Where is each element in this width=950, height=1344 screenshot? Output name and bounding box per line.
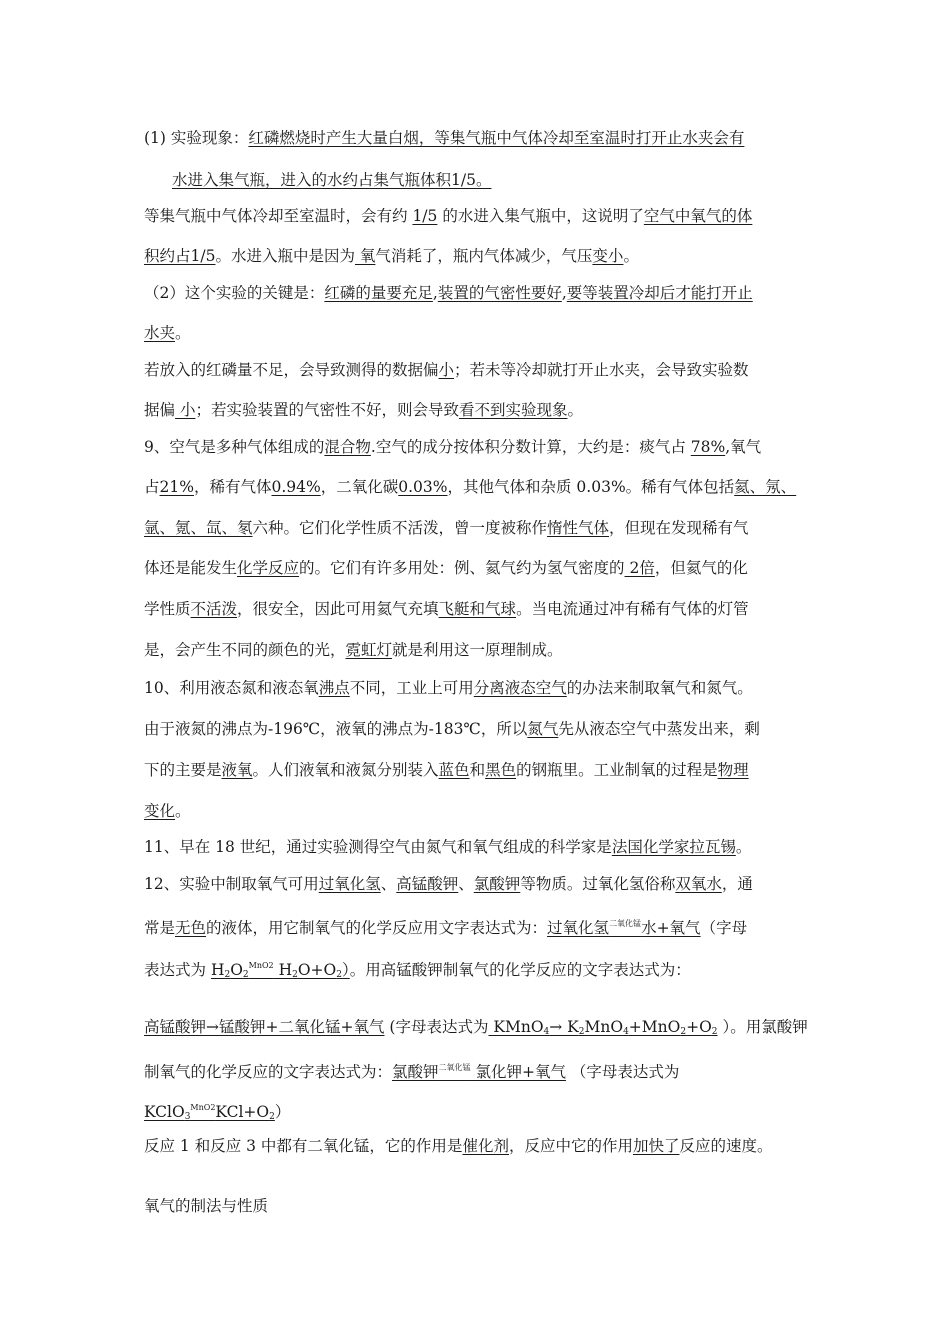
exp-phenomenon-line-2: 水进入集气瓶，进入的水约占集气瓶体积1/5。 [172,171,492,189]
item-12-line-5: 制氧气的化学反应的文字表达式为：氯酸钾$^{二氧化锰}$ 氯化钾+氧气 （字母表达式为 [144,1063,680,1081]
item-12-line-4: 高锰酸钾→锰酸钾+二氧化锰+氧气 (字母表达式为 KMnO$_4$→ $K_2MnO_4+MnO_2+O_2$ ）。用氯酸钾 [144,1018,808,1037]
item-10-line-3: 下的主要是液氧。人们液氧和液氮分别装入蓝色和黑色的钢瓶里。工业制氧的过程是物理 [144,761,749,779]
oxygen-volume-line-1: 等集气瓶中气体冷却至室温时，会有约 1/5 的水进入集气瓶中，这说明了空气中氧气的体 [144,207,753,225]
item-12-line-6: $KClO_3^{MnO2}KCl+O_2$） [144,1103,291,1122]
item-9-line-6: 是，会产生不同的颜色的光，霓虹灯就是利用这一原理制成。 [144,641,563,659]
item-12-line-3: 表达式为 $H_2O_2^{MnO2}$ $H_2O+O_2$）。用高锰酸钾制氧气的化学反应的文字表达式为： [144,961,691,980]
item-12-line-2: 常是无色的液体，用它制氧气的化学反应用文字表达式为：过氧化氢$^{二氧化锰}$水+氧气（字母 [144,919,748,937]
experiment-key-line-1: （2）这个实验的关键是：红磷的量要充足,装置的气密性要好,要等装置冷却后才能打开止 [144,284,753,302]
item-9-line-4: 体还是能发生化学反应的。它们有许多用处：例、氦气约为氢气密度的 2倍，但氦气的化 [144,559,748,577]
error-analysis-line-2: 据偏 小；若实验装置的气密性不好，则会导致看不到实验现象。 [144,401,583,419]
item-12-line-7: 反应 1 和反应 3 中都有二氧化锰，它的作用是催化剂，反应中它的作用加快了反应的速度。 [144,1137,773,1155]
oxygen-volume-line-2: 积约占1/5。水进入瓶中是因为 氧气消耗了，瓶内气体减少，气压变小。 [144,247,639,265]
item-9-line-3: 氩、氪、氙、氡六种。它们化学性质不活泼，曾一度被称作惰性气体，但现在发现稀有气 [144,519,749,537]
item-10-line-1: 10、利用液态氮和液态氧沸点不同，工业上可用分离液态空气的办法来制取氧气和氮气。 [144,679,753,697]
item-10-line-2: 由于液氮的沸点为-196℃，液氧的沸点为-183℃，所以氮气先从液态空气中蒸发出来，剩 [144,720,760,738]
item-9-line-1: 9、空气是多种气体组成的混合物.空气的成分按体积分数计算，大约是：痰气占 78%,氧气 [144,438,762,456]
item-11-line-1: 11、早在 18 世纪，通过实验测得空气由氮气和氧气组成的科学家是法国化学家拉瓦锡。 [144,838,752,856]
error-analysis-line-1: 若放入的红磷量不足，会导致测得的数据偏小；若未等冷却就打开止水夹，会导致实验数 [144,361,749,379]
item-12-line-1: 12、实验中制取氧气可用过氧化氢、高锰酸钾、氯酸钾等物质。过氧化氢俗称双氧水，通 [144,875,753,893]
experiment-key-line-2: 水夹。 [144,324,191,342]
item-9-line-2: 占21%，稀有气体0.94%，二氧化碳0.03%，其他气体和杂质 0.03%。稀有气体包括氦、氖、 [144,478,797,496]
section-heading: 氧气的制法与性质 [144,1197,269,1215]
exp-phenomenon-line-1: (1) 实验现象：红磷燃烧时产生大量白烟，等集气瓶中气体冷却至室温时打开止水夹会有 [144,129,745,147]
item-9-line-5: 学性质不活泼，很安全，因此可用氦气充填飞艇和气球。当电流通过冲有稀有气体的灯管 [144,600,749,618]
item-10-line-4: 变化。 [144,802,191,820]
